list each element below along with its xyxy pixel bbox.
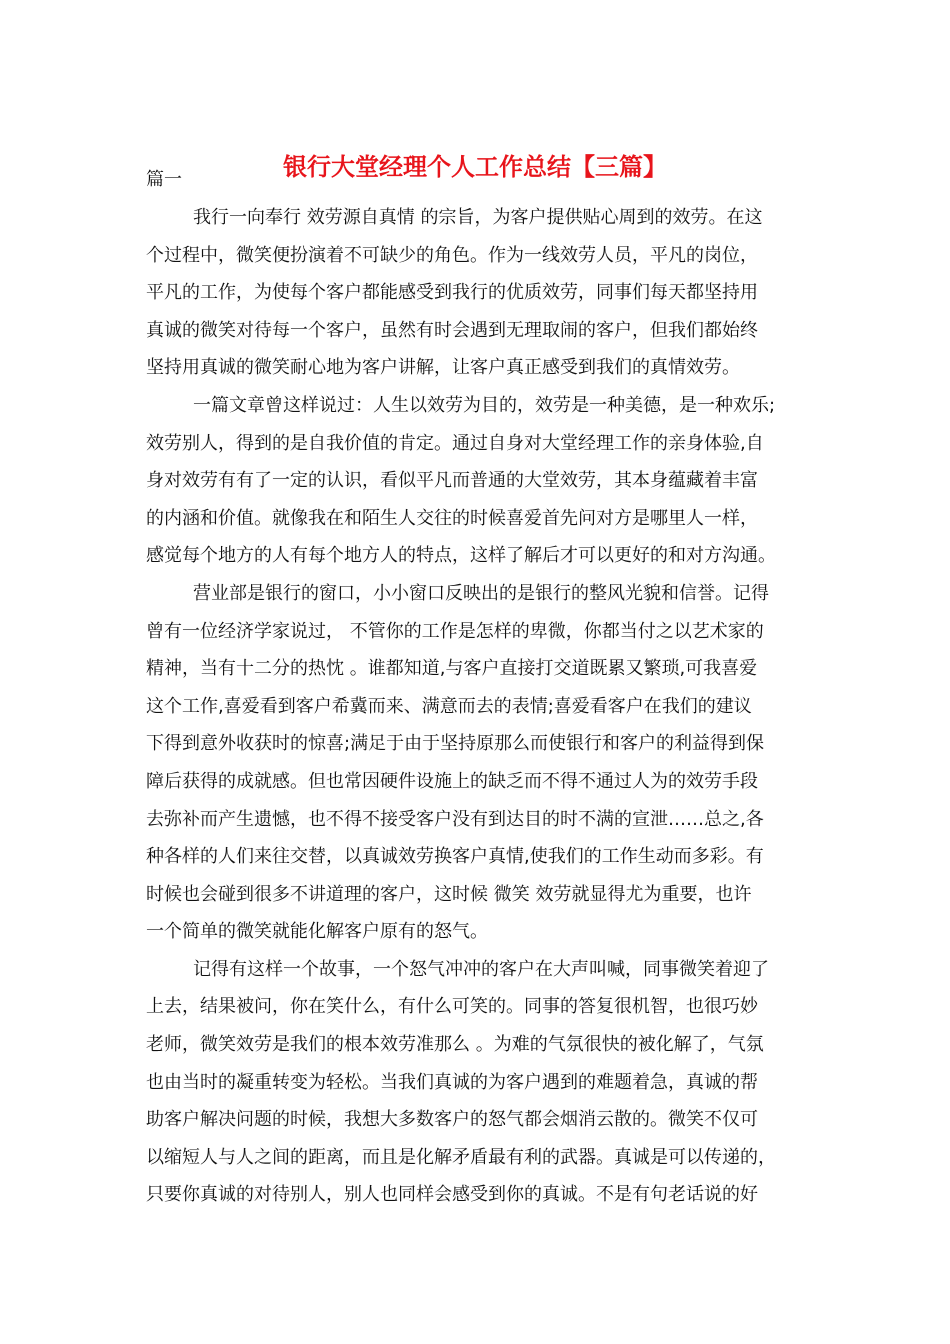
paragraph-line: 感觉每个地方的人有每个地方人的特点，这样了解后才可以更好的和对方沟通。: [146, 545, 776, 567]
paragraph-line: 以缩短人与人之间的距离，而且是化解矛盾最有利的武器。真诚是可以传递的，: [146, 1146, 776, 1168]
paragraph-line: 种各样的人们来往交替，以真诚效劳换客户真情,使我们的工作生动而多彩。有: [146, 846, 764, 868]
paragraph-line: 只要你真诚的对待别人，别人也同样会感受到你的真诚。不是有句老话说的好: [146, 1184, 758, 1206]
paragraph-line: 一个简单的微笑就能化解客户原有的怒气。: [146, 921, 488, 943]
paragraph-line: 下得到意外收获时的惊喜;满足于由于坚持原那么而使银行和客户的利益得到保: [146, 733, 765, 755]
paragraph-line: 营业部是银行的窗口，小小窗口反映出的是银行的整风光貌和信誉。记得: [193, 582, 769, 604]
paragraph-line: 去弥补而产生遗憾，也不得不接受客户没有到达目的时不满的宣泄……总之,各: [146, 808, 764, 830]
paragraph-line: 效劳别人，得到的是自我价值的肯定。通过自身对大堂经理工作的亲身体验,自: [146, 432, 764, 454]
paragraph-line: 障后获得的成就感。但也常因硬件设施上的缺乏而不得不通过人为的效劳手段: [146, 770, 758, 792]
paragraph-line: 平凡的工作，为使每个客户都能感受到我行的优质效劳，同事们每天都坚持用: [146, 282, 758, 304]
paragraph-line: 个过程中，微笑便扮演着不可缺少的角色。作为一线效劳人员，平凡的岗位，: [146, 244, 758, 266]
paragraph-line: 精神，当有十二分的热忱 。谁都知道,与客户直接打交道既累又繁琐,可我喜爱: [146, 658, 758, 680]
paragraph-line: 真诚的微笑对待每一个客户，虽然有时会遇到无理取闹的客户，但我们都始终: [146, 319, 758, 341]
paragraph-line: 身对效劳有有了一定的认识，看似平凡而普通的大堂效劳，其本身蕴藏着丰富: [146, 470, 758, 492]
paragraph-line: 上去，结果被问，你在笑什么，有什么可笑的。同事的答复很机智，也很巧妙: [146, 996, 758, 1018]
paragraph-line: 这个工作,喜爱看到客户希冀而来、满意而去的表情;喜爱看客户在我们的建议: [146, 695, 752, 717]
paragraph-line: 我行一向奉行 效劳源自真情 的宗旨，为客户提供贴心周到的效劳。在这: [193, 207, 763, 228]
paragraph-line: 老师，微笑效劳是我们的根本效劳准那么 。为难的气氛很快的被化解了，气氛: [146, 1034, 764, 1056]
paragraph-line: 也由当时的凝重转变为轻松。当我们真诚的为客户遇到的难题着急，真诚的帮: [146, 1071, 758, 1093]
paragraph-line: 的内涵和价值。就像我在和陌生人交往的时候喜爱首先问对方是哪里人一样，: [146, 507, 758, 529]
paragraph-line: 时候也会碰到很多不讲道理的客户，这时候 微笑 效劳就显得尤为重要，也许: [146, 883, 752, 905]
paragraph-line: 助客户解决问题的时候，我想大多数客户的怒气都会烟消云散的。微笑不仅可: [146, 1109, 758, 1131]
document-title: 银行大堂经理个人工作总结【三篇】: [283, 152, 667, 181]
section-label: 篇一: [146, 169, 182, 190]
paragraph-line: 记得有这样一个故事，一个怒气冲冲的客户在大声叫喊，同事微笑着迎了: [193, 958, 769, 980]
paragraph-line: 曾有一位经济学家说过， 不管你的工作是怎样的卑微，你都当付之以艺术家的: [146, 620, 764, 642]
paragraph-line: 坚持用真诚的微笑耐心地为客户讲解，让客户真正感受到我们的真情效劳。: [146, 357, 740, 379]
paragraph-line: 一篇文章曾这样说过：人生以效劳为目的，效劳是一种美德，是一种欢乐;: [193, 394, 776, 416]
document-body: [146, 199, 810, 1214]
